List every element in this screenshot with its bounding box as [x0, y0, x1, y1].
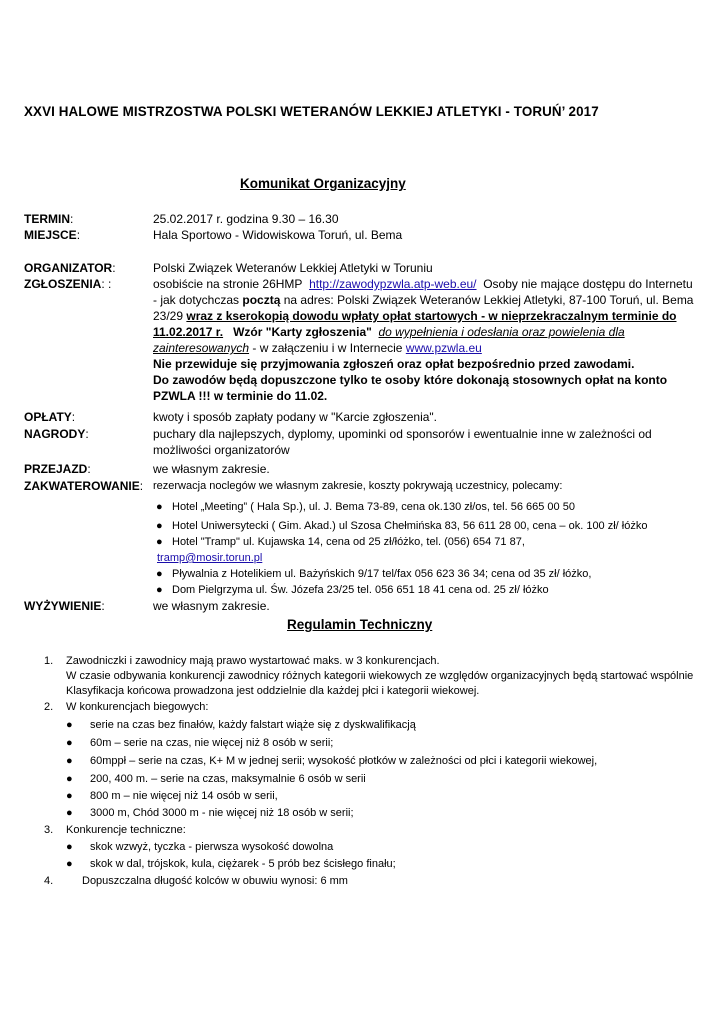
zgloszenia-line-3: 23/29 wraz z kserokopią dowodu wpłaty opłat startowych - w nieprzekraczalnym terminie do — [153, 309, 677, 323]
oplaty-label: OPŁATY: — [24, 410, 76, 424]
zawody-link[interactable]: http://zawodypzwla.atp-web.eu/ — [309, 277, 477, 291]
nagrody-label: NAGRODY: — [24, 427, 89, 441]
przejazd-value: we własnym zakresie. — [153, 462, 270, 476]
organizator-value: Polski Związek Weteranów Lekkiej Atletyki w Toruniu — [153, 261, 433, 275]
organizator-label: ORGANIZATOR: — [24, 261, 116, 275]
regulamin-item-3: 3. Konkurencje techniczne: — [44, 824, 186, 836]
zgloszenia-line-2: - jak dotychczas pocztą na adres: Polski Związek Weteranów Lekkiej Atletyki, 87-100 Toruń, ul. Bema — [153, 293, 694, 307]
komunikat-heading: Komunikat Organizacyjny — [240, 176, 406, 191]
pzwla-link[interactable]: www.pzwla.eu — [405, 341, 482, 355]
zgloszenia-line-4: 11.02.2017 r. Wzór "Karty zgłoszenia" do wypełnienia i odesłania oraz powielenia dla — [153, 325, 625, 339]
biegi-item: ● 800 m – nie więcej niż 14 osób w serii, — [66, 790, 278, 802]
zgloszenia-line-7: Do zawodów będą dopuszczone tylko te osoby które dokonają stosownych opłat na konto — [153, 373, 668, 387]
regulamin-item-4: 4. Dopuszczalna długość kolców w obuwiu wynosi: 6 mm — [44, 875, 348, 887]
zgloszenia-line-5: zainteresowanych - w załączeniu i w Internecie www.pzwla.eu — [153, 341, 482, 355]
techniczne-item: ● skok w dal, trójskok, kula, ciężarek - 5 prób bez ścisłego finału; — [66, 858, 396, 870]
zakwaterowanie-value: rezerwacja noclegów we własnym zakresie, koszty pokrywają uczestnicy, polecamy: — [153, 480, 563, 492]
miejsce-label: MIEJSCE: — [24, 228, 81, 242]
biegi-item: ● 200, 400 m. – serie na czas, maksymalnie 6 osób w serii — [66, 773, 366, 785]
biegi-item: ● 3000 m, Chód 3000 m - nie więcej niż 18 osób w serii; — [66, 807, 354, 819]
zgloszenia-line-8: PZWLA !!! w terminie do 11.02. — [153, 389, 328, 403]
miejsce-value: Hala Sportowo - Widowiskowa Toruń, ul. Bema — [153, 228, 403, 242]
biegi-item: ● serie na czas bez finałów, każdy falstart wiąże się z dyskwalifikacją — [66, 719, 416, 731]
wyzywienie-value: we własnym zakresie. — [153, 599, 270, 613]
regulamin-item-1: 1. Zawodniczki i zawodnicy mają prawo wystartować maks. w 3 konkurencjach. W czasie odbywania konkurencji zawodnicy różnych kategorii wiekowych ze względów organizacyjnych będą startować wspólnie Klasyfikacja końcowa prowadzona jest oddzielnie dla każdej płci i kategorii wiekowej. — [44, 655, 694, 697]
biegi-item: ● 60m – serie na czas, nie więcej niż 8 osób w serii; — [66, 737, 334, 749]
przejazd-label: PRZEJAZD: — [24, 462, 91, 476]
zgloszenia-label: ZGŁOSZENIA: : — [24, 277, 112, 291]
document-title: XXVI HALOWE MISTRZOSTWA POLSKI WETERANÓW LEKKIEJ ATLETYKI - TORUŃ’ 2017 — [24, 104, 599, 119]
termin-label: TERMIN: — [24, 212, 74, 226]
techniczne-item: ● skok wzwyż, tyczka - pierwsza wysokość dowolna — [66, 841, 334, 853]
nagrody-value: puchary dla najlepszych, dyplomy, upominki od sponsorów i ewentualnie inne w zależności od możliwości organizatorów — [153, 427, 652, 457]
tramp-email-link[interactable]: tramp@mosir.torun.pl — [157, 552, 263, 564]
hotel-item: ● Hotel Uniwersytecki ( Gim. Akad.) ul Szosa Chełmińska 83, 56 611 28 00, cena – ok. 100 zł/ łóżko — [156, 520, 648, 532]
oplaty-value: kwoty i sposób zapłaty podany w "Karcie zgłoszenia". — [153, 410, 437, 424]
zgloszenia-line-1: osobiście na stronie 26HMP http://zawodypzwla.atp-web.eu/ Osoby nie mające dostępu do Internetu — [153, 277, 693, 291]
wyzywienie-label: WYŻYWIENIE: — [24, 599, 105, 613]
hotel-item: ● Hotel „Meeting” ( Hala Sp.), ul. J. Bema 73-89, cena ok.130 zł/os, tel. 56 665 00 50 — [156, 501, 575, 513]
regulamin-item-2: 2. W konkurencjach biegowych: — [44, 701, 209, 713]
hotel-item: ● Hotel "Tramp" ul. Kujawska 14, cena od 25 zł/łóżko, tel. (056) 654 71 87, — [156, 536, 525, 548]
hotel-item: ● Pływalnia z Hotelikiem ul. Bażyńskich 9/17 tel/fax 056 623 36 34; cena od 35 zł/ łóżko, — [156, 568, 592, 580]
zgloszenia-line-6: Nie przewiduje się przyjmowania zgłoszeń oraz opłat bezpośrednio przed zawodami. — [153, 357, 635, 371]
zgloszenia-value — [153, 276, 701, 404]
hotel-item: ● Dom Pielgrzyma ul. Św. Józefa 23/25 tel. 056 651 18 41 cena od. 25 zł/ łóżko — [156, 584, 549, 596]
termin-value: 25.02.2017 r. godzina 9.30 – 16.30 — [153, 212, 339, 226]
regulamin-heading: Regulamin Techniczny — [287, 617, 433, 632]
biegi-item: ● 60mppł – serie na czas, K+ M w jednej serii; wysokość płotków w zależności od płci i kategorii wiekowej, — [66, 755, 598, 767]
zakwaterowanie-label: ZAKWATEROWANIE: — [24, 479, 144, 493]
